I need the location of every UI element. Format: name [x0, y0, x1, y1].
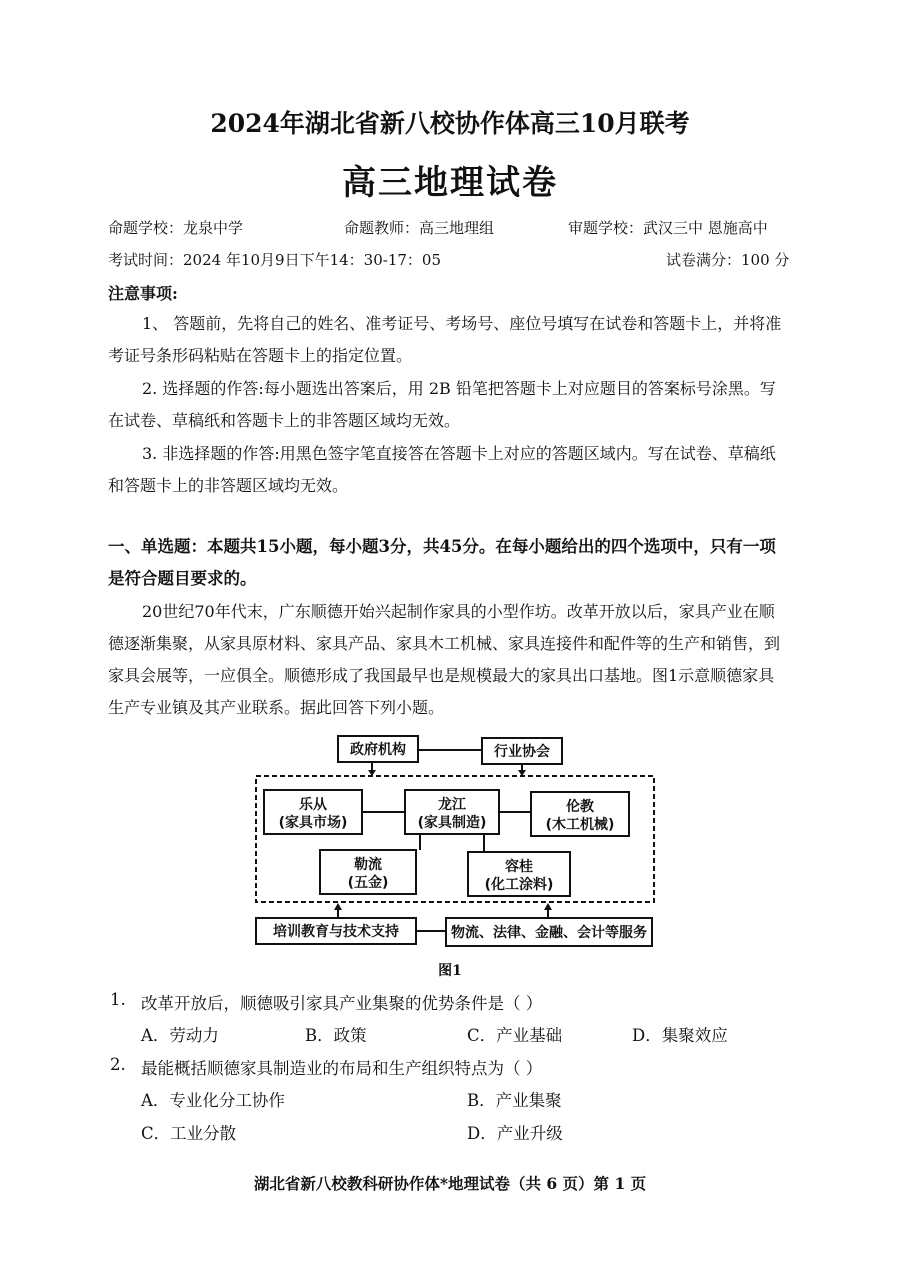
leliu-role: (五金) — [347, 875, 389, 891]
lecong-role: (家具市场) — [278, 815, 348, 831]
meta-score: 试卷满分：100 分 — [666, 251, 790, 269]
question-1-option-b: B．政策 — [305, 1026, 367, 1045]
figure-caption: 图1 — [438, 963, 462, 979]
industry-linkage-diagram — [250, 730, 660, 955]
question-2-option-d: D．产业升级 — [467, 1124, 563, 1143]
passage-text: 20世纪70年代末，广东顺德开始兴起制作家具的小型作坊。改革开放以后，家具产业在顺德逐渐集聚，从家具原材料、家具产品、家具木工机械、家具连接件和配件等的生产和销售，到家具会展等，一应俱全。顺德形成了我国最早也是规模最大的家具出口基地。图1示意顺德家具生产专业镇及其产业联系。据此回答下列小题。 — [108, 602, 781, 717]
gov-label: 政府机构 — [350, 742, 406, 758]
lecong-name: 乐从 — [299, 797, 327, 813]
question-1-text: 改革开放后，顺德吸引家具产业集聚的优势条件是（ ） — [141, 994, 543, 1013]
note-item-1: 1、 答题前，先将自己的姓名、准考证号、考场号、座位号填写在试卷和答题卡上，并将准考证号条形码粘贴在答题卡上的指定位置。 — [108, 314, 782, 365]
section-heading: 一、单选题：本题共15小题，每小题3分，共45分。在每小题给出的四个选项中，只有一项是符合题目要求的。 — [108, 537, 776, 588]
longjiang-name: 龙江 — [438, 797, 466, 813]
question-1-number: 1. — [110, 990, 126, 1009]
ronggui-name: 容桂 — [505, 859, 533, 875]
services-label: 物流、法律、金融、会计等服务 — [451, 925, 647, 941]
leliu-name: 勒流 — [354, 857, 382, 873]
meta-teacher: 命题教师：高三地理组 — [344, 219, 495, 237]
longjiang-role: (家具制造) — [417, 815, 487, 831]
question-1-option-c: C．产业基础 — [467, 1026, 563, 1045]
ronggui-role: (化工涂料) — [484, 877, 554, 893]
question-1-option-d: D．集聚效应 — [632, 1026, 728, 1045]
question-2-text: 最能概括顺德家具制造业的布局和生产组织特点为（ ） — [141, 1059, 543, 1078]
assoc-label: 行业协会 — [494, 744, 550, 760]
training-label: 培训教育与技术支持 — [273, 924, 399, 940]
zone-dashed-box — [256, 776, 654, 902]
note-item-3: 3. 非选择题的作答:用黑色签字笔直接答在答题卡上对应的答题区域内。写在试卷、草稿纸和答题卡上的非答题区域均无效。 — [108, 444, 776, 495]
meta-time: 考试时间：2024 年10月9日下午14：30-17：05 — [108, 251, 441, 269]
question-2-option-b: B．产业集聚 — [467, 1091, 562, 1110]
question-1-option-a: A．劳动力 — [141, 1026, 219, 1045]
page-footer: 湖北省新八校教科研协作体*地理试卷（共 6 页）第 1 页 — [253, 1174, 647, 1193]
lunjiao-role: (木工机械) — [545, 817, 615, 833]
meta-school: 命题学校：龙泉中学 — [108, 219, 244, 237]
question-2-number: 2. — [110, 1055, 126, 1074]
question-2-option-a: A．专业化分工协作 — [141, 1091, 285, 1110]
exam-title: 2024年湖北省新八校协作体高三10月联考 — [210, 109, 690, 138]
lunjiao-name: 伦教 — [566, 799, 594, 815]
question-2-option-c: C．工业分散 — [141, 1124, 237, 1143]
notes-heading: 注意事项: — [108, 284, 178, 303]
note-item-2: 2. 选择题的作答:每小题选出答案后，用 2B 铅笔把答题卡上对应题目的答案标号涂黑。写在试卷、草稿纸和答题卡上的非答题区域均无效。 — [108, 379, 776, 430]
exam-subtitle: 高三地理试卷 — [342, 163, 558, 203]
meta-reviewer: 审题学校：武汉三中 恩施高中 — [568, 219, 768, 237]
